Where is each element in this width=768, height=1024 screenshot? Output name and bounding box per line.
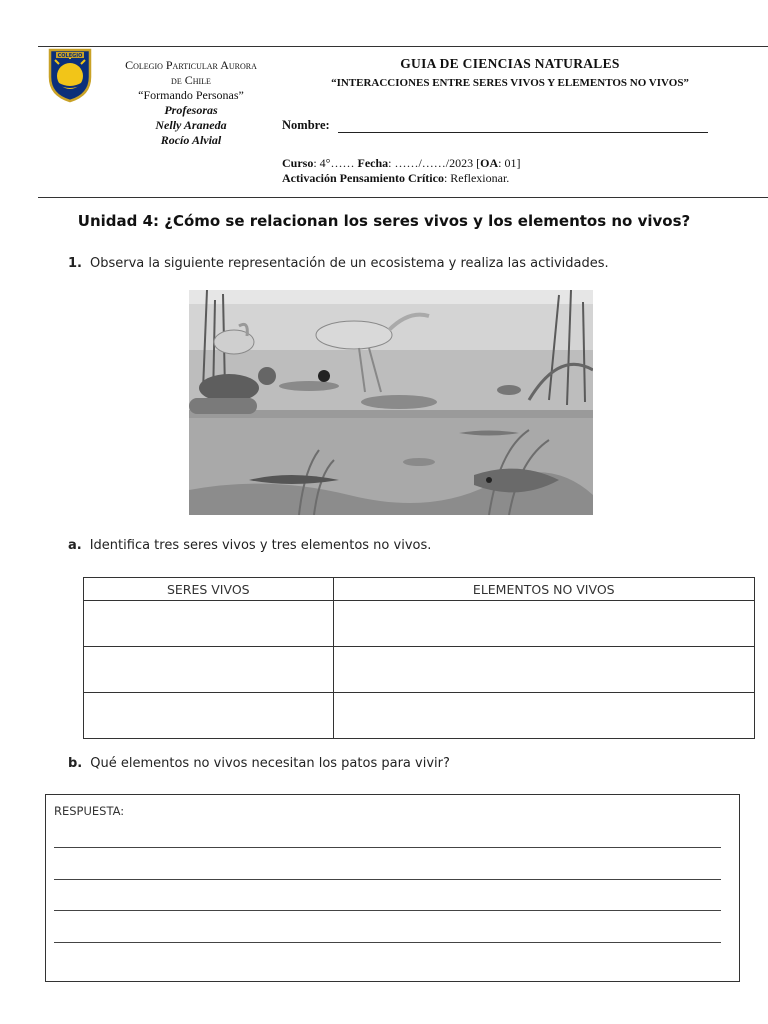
question-b-text: Qué elementos no vivos necesitan los patos para vivir? — [90, 756, 450, 771]
question-a-text: Identifica tres seres vivos y tres elementos no vivos. — [89, 538, 432, 553]
answer-line[interactable] — [54, 942, 721, 943]
answer-line[interactable] — [54, 847, 721, 848]
col-header-elementos-no-vivos: ELEMENTOS NO VIVOS — [333, 578, 754, 601]
table-cell[interactable] — [84, 647, 334, 693]
teacher-2: Rocío Alvial — [160, 133, 222, 147]
table-row — [84, 601, 755, 647]
col-header-seres-vivos: SERES VIVOS — [84, 578, 334, 601]
table-cell[interactable] — [84, 601, 334, 647]
answer-box[interactable] — [45, 794, 740, 982]
fecha-label: Fecha — [357, 156, 389, 170]
activation-value: : Reflexionar. — [443, 171, 510, 185]
table-cell[interactable] — [333, 601, 754, 647]
teacher-1: Nelly Araneda — [155, 118, 227, 132]
guide-subtitle: “INTERACCIONES ENTRE SERES VIVOS Y ELEMENTOS NO VIVOS” — [331, 77, 689, 89]
name-line — [338, 132, 708, 133]
table-cell[interactable] — [333, 693, 754, 739]
table-row — [84, 647, 755, 693]
question-a-letter: a. — [68, 538, 82, 553]
unit-title: Unidad 4: ¿Cómo se relacionan los seres vivos y los elementos no vivos? — [77, 212, 691, 230]
curso-label: Curso — [282, 156, 314, 170]
curso-value: : 4°…… — [313, 156, 358, 170]
school-info — [96, 58, 286, 148]
fecha-value: : ……/……/2023 [ — [388, 156, 481, 170]
table-row — [84, 693, 755, 739]
school-name-line-1: Colegio Particular Aurora — [125, 58, 257, 72]
question-b — [68, 756, 450, 771]
oa-value: : 01] — [498, 156, 521, 170]
answer-line[interactable] — [54, 879, 721, 880]
answer-table — [83, 577, 755, 739]
oa-label: OA — [480, 156, 499, 170]
answer-label: RESPUESTA: — [54, 804, 125, 818]
teachers-label: Profesoras — [164, 103, 218, 117]
logo-text: COLEGIO — [57, 53, 83, 59]
ecosystem-illustration — [189, 290, 593, 515]
activation-label: Activación Pensamiento Crítico — [282, 171, 444, 185]
table-cell[interactable] — [333, 647, 754, 693]
question-1-text: Observa la siguiente representación de un ecosistema y realiza las actividades. — [89, 256, 609, 271]
guide-title: GUIA DE CIENCIAS NATURALES — [400, 56, 620, 71]
name-field[interactable] — [282, 118, 712, 133]
question-1 — [68, 256, 609, 271]
school-motto: “Formando Personas” — [138, 88, 244, 102]
school-logo — [47, 47, 93, 103]
school-name-line-2: de Chile — [171, 73, 211, 87]
question-b-letter: b. — [68, 756, 83, 771]
question-a — [68, 538, 431, 553]
course-info — [282, 156, 520, 186]
answer-line[interactable] — [54, 910, 721, 911]
table-cell[interactable] — [84, 693, 334, 739]
header-bottom-rule — [38, 197, 768, 198]
name-label: Nombre: — [282, 118, 330, 132]
question-1-number: 1. — [68, 256, 82, 271]
header-top-rule — [38, 46, 768, 47]
